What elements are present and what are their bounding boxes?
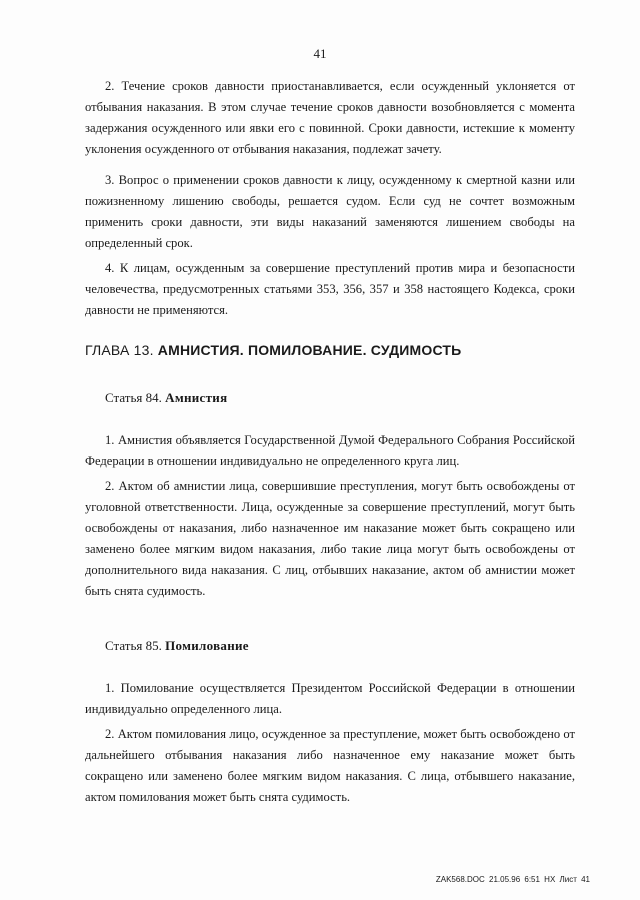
article-85-title: Помилование bbox=[165, 638, 249, 653]
article-85-heading bbox=[105, 638, 249, 654]
paragraph-2-limitation-suspension: 2. Течение сроков давности приостанавливается, если осужденный уклоняется от отбывания наказания. В этом случае течение сроков давности возобновляется с момента задержания осужденного или явки его с повинной. Сроки давности, истекшие к моменту уклонения осужденного от отбывания наказания, подлежат зачету. bbox=[85, 79, 575, 156]
article-84-heading bbox=[105, 390, 227, 406]
article-84-paragraph-1: 1. Амнистия объявляется Государственной Думой Федерального Собрания Российской Федерации в отношении индивидуально не определенного круга лиц. bbox=[85, 433, 575, 468]
chapter-prefix: ГЛАВА 13. bbox=[85, 342, 158, 358]
document-footer: ZAK568.DOC 21.05.96 6:51 НХ Лист 41 bbox=[435, 875, 590, 884]
article-84-prefix: Статья 84. bbox=[105, 390, 166, 405]
article-85-prefix: Статья 85. bbox=[105, 638, 166, 653]
page-number: 41 bbox=[313, 46, 327, 61]
paragraph-4-crimes-against-peace: 4. К лицам, осужденным за совершение преступлений против мира и безопасности человечества, предусмотренных статьями 353, 356, 357 и 358 настоящего Кодекса, сроки давности не применяются. bbox=[85, 261, 575, 317]
article-84-paragraph-2: 2. Актом об амнистии лица, совершившие преступления, могут быть освобождены от уголовной ответственности. Лица, осужденные за совершение преступлений, могут быть освобождены от наказания, либо назначенное им наказание может быть сокращено или заменено более мягким видом наказания, либо такие лица могут быть освобождены от дополнительного вида наказания. С лиц, отбывших наказание, актом об амнистии может быть снята судимость. bbox=[85, 479, 575, 598]
article-85-paragraph-2: 2. Актом помилования лицо, осужденное за преступление, может быть освобождено от дальнейшего отбывания наказания либо назначенное ему наказание может быть сокращено или заменено более мягким видом наказания. С лица, отбывшего наказание, актом помилования может быть снята судимость. bbox=[85, 727, 575, 804]
paragraph-3-death-penalty: 3. Вопрос о применении сроков давности к лицу, осужденному к смертной казни или пожизненному лишению свободы, решается судом. Если суд не сочтет возможным применить сроки давности, эти виды наказаний заменяются лишением свободы на определенный срок. bbox=[85, 173, 575, 250]
article-85-paragraph-1: 1. Помилование осуществляется Президентом Российской Федерации в отношении индивидуально определенного лица. bbox=[85, 681, 575, 716]
chapter-heading bbox=[85, 342, 585, 358]
article-84-title: Амнистия bbox=[165, 390, 228, 405]
chapter-title: АМНИСТИЯ. ПОМИЛОВАНИЕ. СУДИМОСТЬ bbox=[157, 342, 462, 358]
